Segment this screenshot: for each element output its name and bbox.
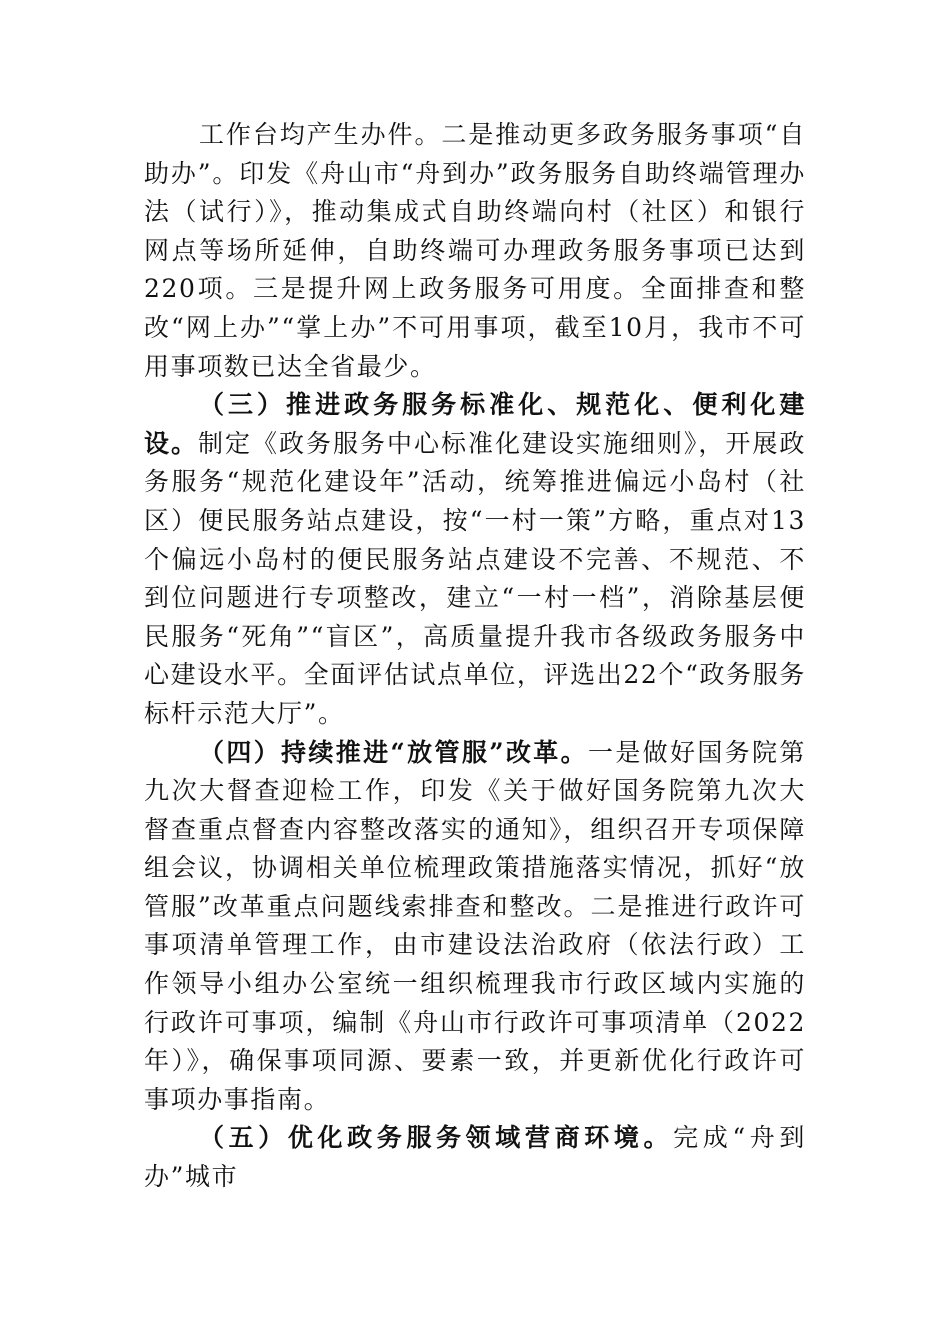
paragraph-heading: （四）持续推进“放管服”改革。 — [199, 737, 588, 767]
document-body — [144, 116, 806, 1197]
paragraph-heading: （五）优化政务服务领域营商环境。 — [199, 1123, 674, 1153]
paragraph-reform — [144, 734, 806, 1120]
paragraph-standardization — [144, 386, 806, 733]
paragraph-heading: （三）推进政务服务标准化、规范化、便利化建设。 — [144, 390, 806, 458]
paragraph-text: 完成“舟到办”城市 — [144, 1123, 806, 1192]
paragraph-self-service — [144, 116, 806, 386]
paragraph-text: 工作台均产生办件。二是推动更多政务服务事项“自助办”。印发《舟山市“舟到办”政务服务自助终端管理办法（试行）》，推动集成式自助终端向村（社区）和银行网点等场所延伸，自助终端可办理政务服务事项已达到220项。三是提升网上政务服务可用度。全面排查和整改“网上办”“掌上办”不可用事项，截至10月，我市不可用事项数已达全省最少。 — [144, 120, 806, 381]
paragraph-text: 一是做好国务院第九次大督查迎检工作，印发《关于做好国务院第九次大督查重点督查内容整改落实的通知》，组织召开专项保障组会议，协调相关单位梳理政策措施落实情况，抓好“放管服”改革重点问题线索排查和整改。二是推进行政许可事项清单管理工作，由市建设法治政府（依法行政）工作领导小组办公室统一组织梳理我市行政区域内实施的行政许可事项，编制《舟山市行政许可事项清单（2022年）》，确保事项同源、要素一致，并更新优化行政许可事项办事指南。 — [144, 737, 806, 1114]
paragraph-business-environment — [144, 1119, 806, 1196]
paragraph-text: 制定《政务服务中心标准化建设实施细则》，开展政务服务“规范化建设年”活动，统筹推进偏远小岛村（社区）便民服务站点建设，按“一村一策”方略，重点对13个偏远小岛村的便民服务站点建设不完善、不规范、不到位问题进行专项整改，建立“一村一档”，消除基层便民服务“死角”“盲区”，高质量提升我市各级政务服务中心建设水平。全面评估试点单位，评选出22个“政务服务标杆示范大厅”。 — [144, 428, 806, 728]
